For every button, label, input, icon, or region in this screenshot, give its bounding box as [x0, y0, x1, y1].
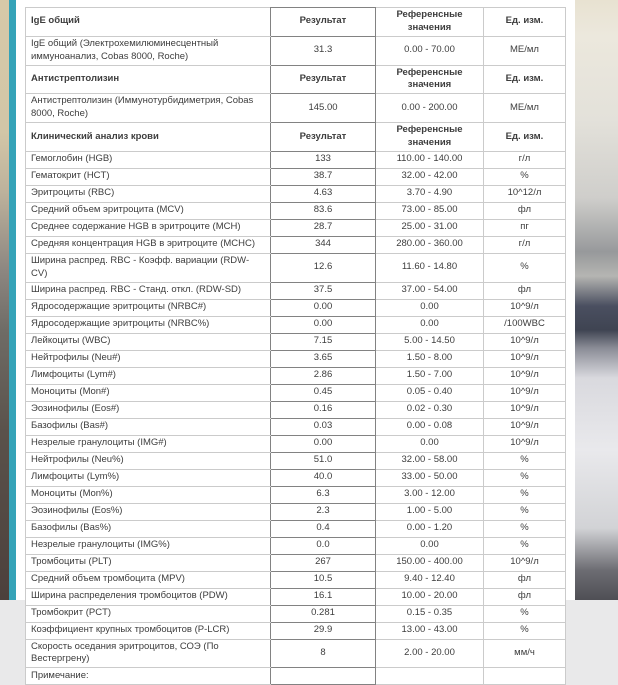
note-units-cell [484, 668, 566, 685]
result-cell: 6.3 [271, 486, 376, 503]
reference-cell: 1.50 - 7.00 [376, 367, 484, 384]
table-row [26, 622, 566, 639]
reference-cell: 0.05 - 0.40 [376, 384, 484, 401]
section-header-row [26, 8, 566, 37]
reference-cell: 37.00 - 54.00 [376, 282, 484, 299]
column-header-reference: Референсные значения [376, 65, 484, 94]
reference-cell: 0.00 - 200.00 [376, 94, 484, 123]
section-title: Антистрептолизин [26, 65, 271, 94]
units-cell: % [484, 605, 566, 622]
reference-cell: 2.00 - 20.00 [376, 639, 484, 668]
reference-cell: 0.02 - 0.30 [376, 401, 484, 418]
result-cell: 29.9 [271, 622, 376, 639]
test-name-cell: Моноциты (Mon%) [26, 486, 271, 503]
test-name-cell: Ядросодержащие эритроциты (NRBC%) [26, 316, 271, 333]
units-cell: % [484, 622, 566, 639]
reference-cell: 1.50 - 8.00 [376, 350, 484, 367]
table-row [26, 554, 566, 571]
result-cell: 10.5 [271, 571, 376, 588]
table-row [26, 299, 566, 316]
units-cell: г/л [484, 236, 566, 253]
note-label-cell: Примечание: [26, 668, 271, 685]
units-cell: 10^9/л [484, 299, 566, 316]
reference-cell: 0.00 - 0.08 [376, 418, 484, 435]
reference-cell: 11.60 - 14.80 [376, 253, 484, 282]
table-row [26, 503, 566, 520]
reference-cell: 13.00 - 43.00 [376, 622, 484, 639]
section-header-row [26, 65, 566, 94]
units-cell: % [484, 452, 566, 469]
photo-background-left [0, 0, 9, 600]
units-cell: МЕ/мл [484, 94, 566, 123]
table-row [26, 605, 566, 622]
units-cell: 10^9/л [484, 350, 566, 367]
table-row [26, 185, 566, 202]
reference-cell: 0.00 - 1.20 [376, 520, 484, 537]
test-name-cell: Тромбоциты (PLT) [26, 554, 271, 571]
column-header-units: Ед. изм. [484, 123, 566, 152]
test-name-cell: IgE общий (Электрохемилюминесцентный иммуноанализ, Cobas 8000, Roche) [26, 36, 271, 65]
result-cell: 4.63 [271, 185, 376, 202]
note-row [26, 668, 566, 685]
test-name-cell: Лейкоциты (WBC) [26, 333, 271, 350]
test-name-cell: Скорость оседания эритроцитов, СОЭ (По Вестергрену) [26, 639, 271, 668]
reference-cell: 1.00 - 5.00 [376, 503, 484, 520]
result-cell: 267 [271, 554, 376, 571]
result-cell: 12.6 [271, 253, 376, 282]
units-cell: фл [484, 571, 566, 588]
table-row [26, 168, 566, 185]
table-row [26, 253, 566, 282]
units-cell: % [484, 486, 566, 503]
reference-cell: 280.00 - 360.00 [376, 236, 484, 253]
test-name-cell: Эритроциты (RBC) [26, 185, 271, 202]
units-cell: фл [484, 588, 566, 605]
units-cell: фл [484, 282, 566, 299]
reference-cell: 73.00 - 85.00 [376, 202, 484, 219]
units-cell: 10^9/л [484, 384, 566, 401]
reference-cell: 32.00 - 42.00 [376, 168, 484, 185]
units-cell: 10^12/л [484, 185, 566, 202]
test-name-cell: Моноциты (Mon#) [26, 384, 271, 401]
result-cell: 0.00 [271, 316, 376, 333]
test-name-cell: Среднее содержание HGB в эритроците (MCH) [26, 219, 271, 236]
table-row [26, 202, 566, 219]
table-row [26, 435, 566, 452]
result-cell: 83.6 [271, 202, 376, 219]
result-cell: 344 [271, 236, 376, 253]
reference-cell: 3.70 - 4.90 [376, 185, 484, 202]
table-row [26, 520, 566, 537]
table-row [26, 486, 566, 503]
test-name-cell: Гемоглобин (HGB) [26, 151, 271, 168]
column-header-result: Результат [271, 8, 376, 37]
results-table-body [26, 8, 566, 685]
units-cell: МЕ/мл [484, 36, 566, 65]
units-cell: фл [484, 202, 566, 219]
reference-cell: 110.00 - 140.00 [376, 151, 484, 168]
reference-cell: 25.00 - 31.00 [376, 219, 484, 236]
reference-cell: 32.00 - 58.00 [376, 452, 484, 469]
test-name-cell: Незрелые гранулоциты (IMG#) [26, 435, 271, 452]
reference-cell: 0.00 [376, 435, 484, 452]
result-cell: 0.16 [271, 401, 376, 418]
units-cell: пг [484, 219, 566, 236]
test-name-cell: Антистрептолизин (Иммунотурбидиметрия, Cobas 8000, Roche) [26, 94, 271, 123]
table-row [26, 469, 566, 486]
units-cell: % [484, 520, 566, 537]
reference-cell: 0.00 [376, 316, 484, 333]
column-header-units: Ед. изм. [484, 65, 566, 94]
test-name-cell: Нейтрофилы (Neu%) [26, 452, 271, 469]
test-name-cell: Лимфоциты (Lym%) [26, 469, 271, 486]
note-result-cell [271, 668, 376, 685]
table-row [26, 367, 566, 384]
reference-cell: 33.00 - 50.00 [376, 469, 484, 486]
units-cell: /100WBC [484, 316, 566, 333]
units-cell: г/л [484, 151, 566, 168]
test-name-cell: Тромбокрит (PCT) [26, 605, 271, 622]
table-row [26, 236, 566, 253]
column-header-result: Результат [271, 65, 376, 94]
units-cell: 10^9/л [484, 333, 566, 350]
table-row [26, 571, 566, 588]
table-row [26, 36, 566, 65]
reference-cell: 0.15 - 0.35 [376, 605, 484, 622]
table-row [26, 151, 566, 168]
result-cell: 3.65 [271, 350, 376, 367]
result-cell: 133 [271, 151, 376, 168]
table-row [26, 588, 566, 605]
result-cell: 2.3 [271, 503, 376, 520]
table-row [26, 639, 566, 668]
units-cell: 10^9/л [484, 418, 566, 435]
table-row [26, 401, 566, 418]
table-row [26, 316, 566, 333]
test-name-cell: Ширина распределения тромбоцитов (PDW) [26, 588, 271, 605]
column-header-units: Ед. изм. [484, 8, 566, 37]
test-name-cell: Ширина распред. RBC - Коэфф. вариации (RDW-CV) [26, 253, 271, 282]
units-cell: % [484, 537, 566, 554]
result-cell: 8 [271, 639, 376, 668]
units-cell: 10^9/л [484, 554, 566, 571]
reference-cell: 3.00 - 12.00 [376, 486, 484, 503]
result-cell: 0.00 [271, 299, 376, 316]
test-name-cell: Нейтрофилы (Neu#) [26, 350, 271, 367]
table-row [26, 94, 566, 123]
test-name-cell: Эозинофилы (Eos%) [26, 503, 271, 520]
test-name-cell: Средний объем эритроцита (MCV) [26, 202, 271, 219]
units-cell: 10^9/л [484, 435, 566, 452]
test-name-cell: Незрелые гранулоциты (IMG%) [26, 537, 271, 554]
reference-cell: 5.00 - 14.50 [376, 333, 484, 350]
units-cell: % [484, 253, 566, 282]
units-cell: % [484, 469, 566, 486]
result-cell: 0.0 [271, 537, 376, 554]
table-row [26, 384, 566, 401]
result-cell: 40.0 [271, 469, 376, 486]
test-name-cell: Ядросодержащие эритроциты (NRBC#) [26, 299, 271, 316]
reference-cell: 10.00 - 20.00 [376, 588, 484, 605]
table-row [26, 219, 566, 236]
reference-cell: 0.00 [376, 537, 484, 554]
note-reference-cell [376, 668, 484, 685]
result-cell: 0.4 [271, 520, 376, 537]
result-cell: 0.45 [271, 384, 376, 401]
section-title: IgE общий [26, 8, 271, 37]
result-cell: 7.15 [271, 333, 376, 350]
test-name-cell: Ширина распред. RBC - Станд. откл. (RDW-SD) [26, 282, 271, 299]
units-cell: 10^9/л [484, 367, 566, 384]
result-cell: 2.86 [271, 367, 376, 384]
result-cell: 16.1 [271, 588, 376, 605]
table-row [26, 350, 566, 367]
table-row [26, 418, 566, 435]
test-name-cell: Коэффициент крупных тромбоцитов (P-LCR) [26, 622, 271, 639]
table-row [26, 282, 566, 299]
column-header-reference: Референсные значения [376, 8, 484, 37]
section-title: Клинический анализ крови [26, 123, 271, 152]
units-cell: % [484, 168, 566, 185]
result-cell: 38.7 [271, 168, 376, 185]
test-name-cell: Средний объем тромбоцита (MPV) [26, 571, 271, 588]
table-row [26, 452, 566, 469]
result-cell: 0.03 [271, 418, 376, 435]
table-row [26, 333, 566, 350]
result-cell: 28.7 [271, 219, 376, 236]
test-name-cell: Эозинофилы (Eos#) [26, 401, 271, 418]
reference-cell: 0.00 - 70.00 [376, 36, 484, 65]
photo-background-right [574, 0, 618, 600]
result-cell: 145.00 [271, 94, 376, 123]
result-cell: 37.5 [271, 282, 376, 299]
test-name-cell: Базофилы (Bas%) [26, 520, 271, 537]
table-row [26, 537, 566, 554]
reference-cell: 150.00 - 400.00 [376, 554, 484, 571]
column-header-reference: Референсные значения [376, 123, 484, 152]
results-table [25, 7, 566, 685]
units-cell: мм/ч [484, 639, 566, 668]
test-name-cell: Гематокрит (HCT) [26, 168, 271, 185]
result-cell: 0.00 [271, 435, 376, 452]
reference-cell: 0.00 [376, 299, 484, 316]
result-cell: 51.0 [271, 452, 376, 469]
result-cell: 31.3 [271, 36, 376, 65]
column-header-result: Результат [271, 123, 376, 152]
reference-cell: 9.40 - 12.40 [376, 571, 484, 588]
units-cell: 10^9/л [484, 401, 566, 418]
result-cell: 0.281 [271, 605, 376, 622]
test-name-cell: Базофилы (Bas#) [26, 418, 271, 435]
units-cell: % [484, 503, 566, 520]
test-name-cell: Лимфоциты (Lym#) [26, 367, 271, 384]
section-header-row [26, 123, 566, 152]
test-name-cell: Средняя концентрация HGB в эритроците (MCHC) [26, 236, 271, 253]
